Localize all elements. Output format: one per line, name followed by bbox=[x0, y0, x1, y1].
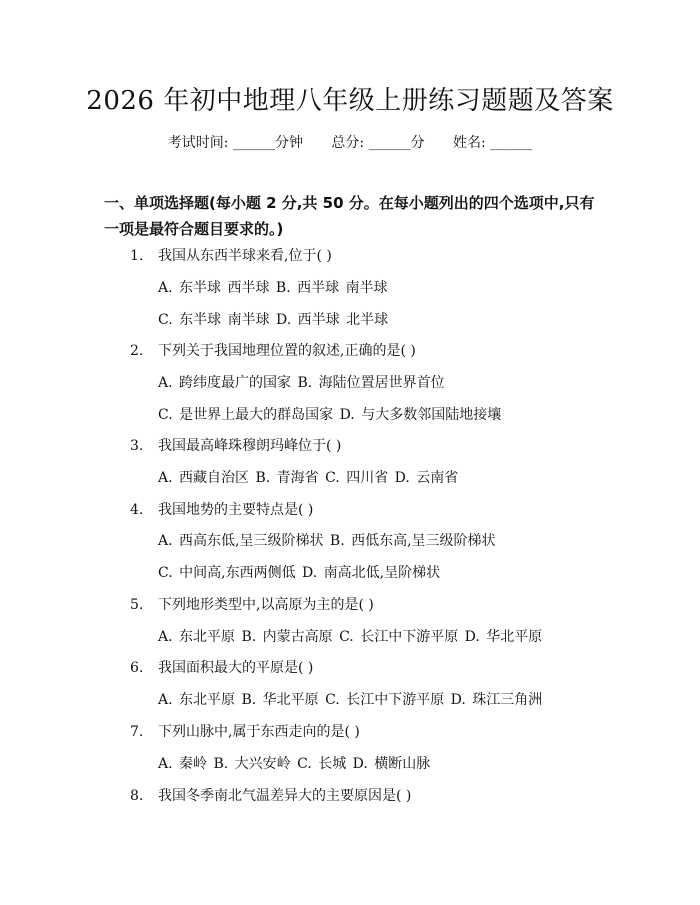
question-text: 下列关于我国地理位置的叙述,正确的是( ) bbox=[158, 343, 416, 359]
exam-meta bbox=[0, 132, 700, 152]
exam-time-field bbox=[168, 135, 308, 151]
total-score-label: 总分: bbox=[331, 135, 365, 151]
student-name-label: 姓名: bbox=[453, 135, 486, 151]
exam-time-label: 考试时间: bbox=[167, 135, 229, 151]
total-score-blank: ______ bbox=[368, 135, 411, 151]
question bbox=[130, 721, 630, 741]
question-number: 3. bbox=[130, 438, 144, 454]
question-options: C. 是世界上最大的群岛国家 D. 与大多数邻国陆地接壤 bbox=[158, 407, 502, 423]
question-number: 8. bbox=[130, 788, 144, 804]
question-text: 我国面积最大的平原是( ) bbox=[158, 660, 314, 676]
question-options: A. 西藏自治区 B. 青海省 C. 四川省 D. 云南省 bbox=[158, 470, 459, 486]
question-options: A. 东半球 西半球 B. 西半球 南半球 bbox=[158, 280, 388, 296]
question-text: 我国从东西半球来看,位于( ) bbox=[158, 248, 332, 264]
question-options: A. 东北平原 B. 华北平原 C. 长江中下游平原 D. 珠江三角洲 bbox=[158, 692, 543, 708]
total-score-unit: 分 bbox=[410, 135, 425, 151]
question-text: 下列山脉中,属于东西走向的是( ) bbox=[158, 724, 360, 740]
question bbox=[130, 657, 630, 677]
question-text: 下列地形类型中,以高原为主的是( ) bbox=[158, 597, 374, 613]
question bbox=[130, 499, 630, 519]
question-options: A. 西高东低,呈三级阶梯状 B. 西低东高,呈三级阶梯状 bbox=[158, 533, 496, 549]
question-options: C. 东半球 南半球 D. 西半球 北半球 bbox=[158, 312, 389, 328]
question-options: A. 东北平原 B. 内蒙古高原 C. 长江中下游平原 D. 华北平原 bbox=[158, 629, 543, 645]
question bbox=[130, 594, 630, 614]
question-options: A. 跨纬度最广的国家 B. 海陆位置居世界首位 bbox=[158, 375, 445, 391]
question-number: 4. bbox=[130, 502, 144, 518]
question-options: A. 秦岭 B. 大兴安岭 C. 长城 D. 横断山脉 bbox=[158, 756, 431, 772]
question-number: 2. bbox=[130, 343, 144, 359]
question bbox=[130, 785, 630, 805]
question-number: 7. bbox=[130, 724, 144, 740]
student-name-field bbox=[453, 135, 532, 151]
question-number: 5. bbox=[130, 597, 144, 613]
exam-time-unit: 分钟 bbox=[274, 135, 303, 151]
student-name-blank: ______ bbox=[490, 135, 533, 151]
question-text: 我国最高峰珠穆朗玛峰位于( ) bbox=[158, 438, 342, 454]
question-text: 我国地势的主要特点是( ) bbox=[158, 502, 314, 518]
question-text: 我国冬季南北气温差异大的主要原因是( ) bbox=[158, 788, 412, 804]
question-number: 1. bbox=[130, 248, 144, 264]
question-options: C. 中间高,东西两侧低 D. 南高北低,呈阶梯状 bbox=[158, 565, 441, 581]
total-score-field bbox=[331, 135, 429, 151]
question-number: 6. bbox=[130, 660, 144, 676]
question bbox=[130, 245, 630, 265]
page-title: 2026 年初中地理八年级上册练习题题及答案 bbox=[86, 86, 614, 116]
question bbox=[130, 340, 630, 360]
section-heading: 一、单项选择题(每小题 2 分,共 50 分。在每小题列出的四个选项中,只有一项是最符合题目要求的。) bbox=[104, 194, 595, 238]
exam-time-blank: ______ bbox=[232, 135, 275, 151]
question bbox=[130, 435, 630, 455]
